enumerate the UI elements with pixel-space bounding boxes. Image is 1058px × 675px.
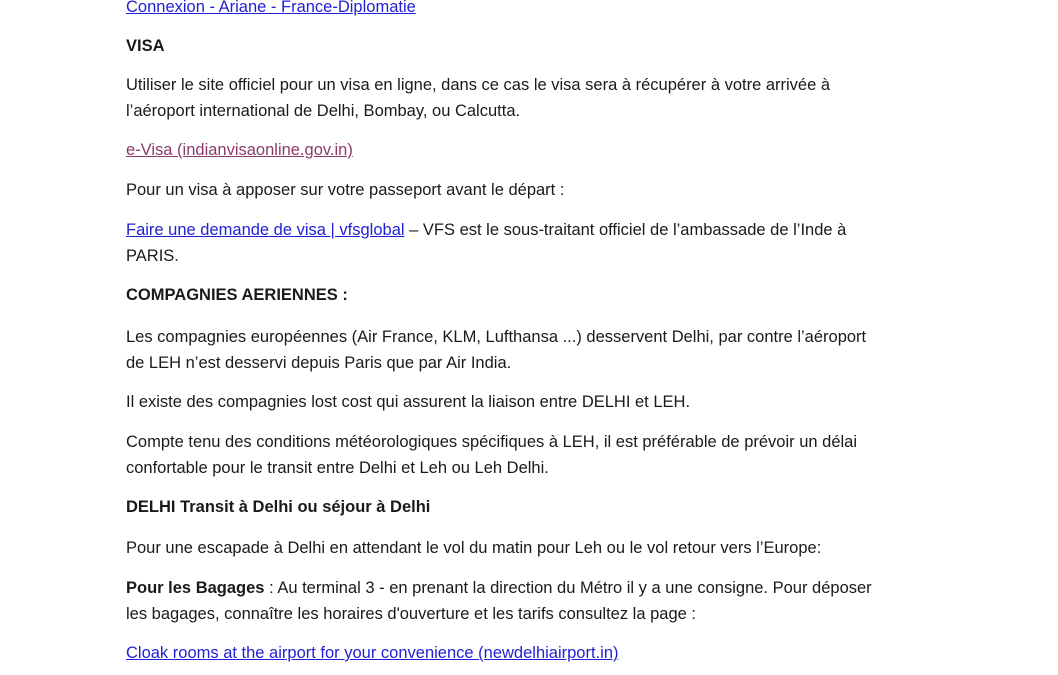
visa-heading-text: VISA bbox=[126, 37, 165, 55]
baggage-text-1: : Au terminal 3 - en prenant la direction du Métro il y a une consigne. Pour déposer bbox=[264, 579, 872, 597]
airlines-heading bbox=[126, 285, 348, 305]
evisa-link[interactable]: e-Visa (indianvisaonline.gov.in) bbox=[126, 141, 353, 159]
baggage-line-2: les bagages, connaître les horaires d'ouverture et les tarifs consultez la page : bbox=[126, 605, 696, 623]
vfs-description: – VFS est le sous-traitant officiel de l’ambassade de l’Inde à bbox=[404, 221, 847, 239]
visa-paragraph-line-2: l’aéroport international de Delhi, Bombay, ou Calcutta. bbox=[126, 102, 521, 120]
delhi-heading-text: DELHI Transit à Delhi ou séjour à Delhi bbox=[126, 498, 431, 516]
delhi-paragraph: Pour une escapade à Delhi en attendant le vol du matin pour Leh ou le vol retour vers l’Europe: bbox=[126, 539, 822, 557]
visa-paragraph-line-1: Utiliser le site officiel pour un visa en ligne, dans ce cas le visa sera à récupérer à votre arrivée à bbox=[126, 76, 831, 94]
airlines-paragraph-1-line-2: de LEH n’est desservi depuis Paris que par Air India. bbox=[126, 354, 512, 372]
cloak-link-line bbox=[126, 643, 619, 663]
delhi-heading bbox=[126, 497, 430, 517]
airlines-heading-text: COMPAGNIES AERIENNES : bbox=[126, 286, 348, 304]
baggage-line-1 bbox=[126, 578, 872, 598]
visa-heading bbox=[126, 36, 165, 56]
vfsglobal-link[interactable]: Faire une demande de visa | vfsglobal bbox=[126, 221, 405, 239]
airlines-paragraph-3-line-2: confortable pour le transit entre Delhi et Leh ou Leh Delhi. bbox=[126, 459, 549, 477]
cloak-rooms-link[interactable]: Cloak rooms at the airport for your convenience (newdelhiairport.in) bbox=[126, 644, 619, 662]
visa-paragraph-2: Pour un visa à apposer sur votre passeport avant le départ : bbox=[126, 181, 565, 199]
baggage-label: Pour les Bagages bbox=[126, 579, 265, 597]
airlines-paragraph-2: Il existe des compagnies lost cost qui assurent la liaison entre DELHI et LEH. bbox=[126, 393, 691, 411]
vfs-line-2: PARIS. bbox=[126, 247, 179, 265]
vfs-line-1 bbox=[126, 220, 846, 240]
airlines-paragraph-1-line-1: Les compagnies européennes (Air France, KLM, Lufthansa ...) desservent Delhi, par contre l’aéroport bbox=[126, 328, 867, 346]
airlines-paragraph-3-line-1: Compte tenu des conditions météorologiques spécifiques à LEH, il est préférable de prévoir un délai bbox=[126, 433, 858, 451]
top-link-line bbox=[126, 0, 416, 17]
evisa-link-line bbox=[126, 140, 353, 160]
france-diplomatie-link[interactable]: Connexion - Ariane - France-Diplomatie bbox=[126, 0, 416, 16]
